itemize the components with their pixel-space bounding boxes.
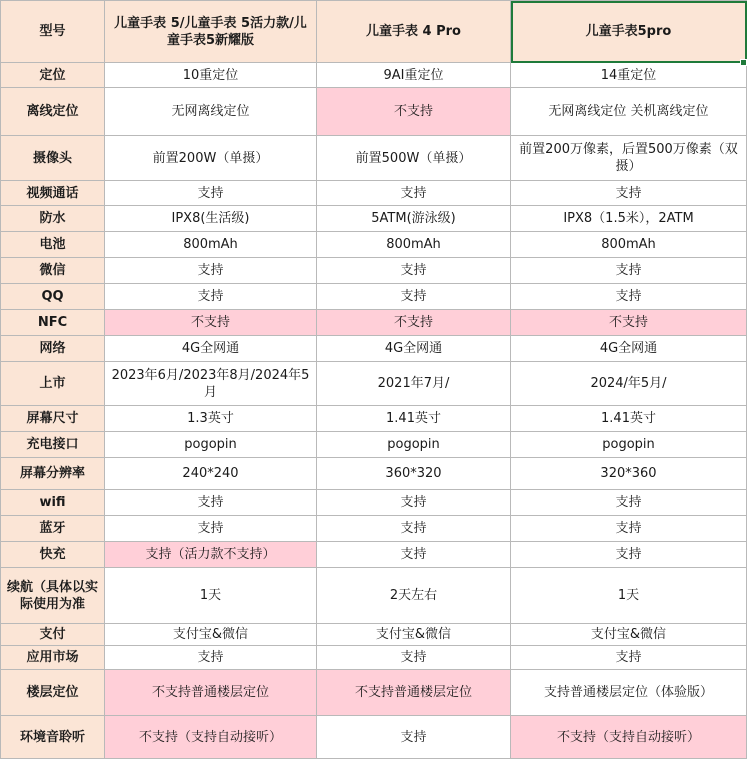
table-cell[interactable]: 支付宝&微信: [511, 624, 747, 646]
table-cell[interactable]: 800mAh: [317, 232, 511, 258]
table-cell[interactable]: 前置200W（单摄）: [105, 136, 317, 181]
row-label[interactable]: 离线定位: [1, 88, 105, 136]
table-cell[interactable]: 1天: [511, 568, 747, 624]
table-cell[interactable]: 支持: [317, 716, 511, 759]
row-label[interactable]: 视频通话: [1, 181, 105, 206]
table-cell[interactable]: 不支持: [317, 310, 511, 336]
table-row: [1, 516, 747, 542]
table-row: [1, 258, 747, 284]
table-row: [1, 63, 747, 88]
row-label[interactable]: 环境音聆听: [1, 716, 105, 759]
table-cell[interactable]: 支付宝&微信: [317, 624, 511, 646]
table-cell[interactable]: 支持: [511, 258, 747, 284]
table-cell[interactable]: 支付宝&微信: [105, 624, 317, 646]
table-cell[interactable]: 支持: [105, 490, 317, 516]
table-row: [1, 362, 747, 406]
table-cell[interactable]: 不支持（支持自动接听）: [105, 716, 317, 759]
table-cell[interactable]: 支持: [105, 646, 317, 670]
row-label[interactable]: 充电接口: [1, 432, 105, 458]
row-label[interactable]: 蓝牙: [1, 516, 105, 542]
table-cell[interactable]: 支持（活力款不支持）: [105, 542, 317, 568]
table-cell[interactable]: 支持普通楼层定位（体验版）: [511, 670, 747, 716]
row-label[interactable]: 屏幕分辨率: [1, 458, 105, 490]
table-cell[interactable]: 前置500W（单摄）: [317, 136, 511, 181]
table-cell[interactable]: 支持: [317, 181, 511, 206]
table-cell[interactable]: 1.3英寸: [105, 406, 317, 432]
table-cell[interactable]: 不支持: [317, 88, 511, 136]
table-cell[interactable]: 支持: [511, 516, 747, 542]
table-row: [1, 716, 747, 759]
selection-fill-handle[interactable]: [740, 59, 747, 66]
table-cell[interactable]: 支持: [317, 646, 511, 670]
table-cell[interactable]: 4G全网通: [511, 336, 747, 362]
header-cell[interactable]: 型号: [1, 1, 105, 63]
table-cell[interactable]: 2023年6月/2023年8月/2024年5月: [105, 362, 317, 406]
row-label[interactable]: 防水: [1, 206, 105, 232]
table-cell[interactable]: pogopin: [511, 432, 747, 458]
table-cell[interactable]: 无网离线定位: [105, 88, 317, 136]
table-cell[interactable]: 支持: [511, 284, 747, 310]
table-cell[interactable]: 支持: [317, 284, 511, 310]
table-cell[interactable]: 不支持（支持自动接听）: [511, 716, 747, 759]
table-cell[interactable]: 2021年7月/: [317, 362, 511, 406]
table-row: [1, 206, 747, 232]
table-cell[interactable]: 无网离线定位 关机离线定位: [511, 88, 747, 136]
table-cell[interactable]: 800mAh: [105, 232, 317, 258]
table-cell[interactable]: 不支持普通楼层定位: [317, 670, 511, 716]
table-cell[interactable]: 10重定位: [105, 63, 317, 88]
table-row: [1, 88, 747, 136]
table-cell[interactable]: IPX8（1.5米），2ATM: [511, 206, 747, 232]
table-cell[interactable]: 9AI重定位: [317, 63, 511, 88]
table-cell[interactable]: 支持: [511, 542, 747, 568]
table-cell[interactable]: 240*240: [105, 458, 317, 490]
table-row: [1, 568, 747, 624]
table-cell[interactable]: pogopin: [105, 432, 317, 458]
table-row: [1, 181, 747, 206]
table-row: [1, 232, 747, 258]
row-label[interactable]: NFC: [1, 310, 105, 336]
table-cell[interactable]: 360*320: [317, 458, 511, 490]
table-cell[interactable]: 支持: [105, 181, 317, 206]
row-label[interactable]: 定位: [1, 63, 105, 88]
row-label[interactable]: wifi: [1, 490, 105, 516]
table-cell[interactable]: 支持: [511, 646, 747, 670]
header-cell-selected[interactable]: 儿童手表5pro: [511, 1, 747, 63]
row-label[interactable]: 屏幕尺寸: [1, 406, 105, 432]
table-cell[interactable]: 支持: [511, 181, 747, 206]
table-cell[interactable]: 支持: [317, 542, 511, 568]
table-cell[interactable]: 800mAh: [511, 232, 747, 258]
table-cell[interactable]: 1.41英寸: [317, 406, 511, 432]
table-cell[interactable]: 320*360: [511, 458, 747, 490]
table-cell[interactable]: pogopin: [317, 432, 511, 458]
row-label[interactable]: 网络: [1, 336, 105, 362]
table-row: [1, 284, 747, 310]
row-label[interactable]: 楼层定位: [1, 670, 105, 716]
row-label[interactable]: 摄像头: [1, 136, 105, 181]
table-row: [1, 490, 747, 516]
table-cell[interactable]: IPX8(生活级): [105, 206, 317, 232]
header-row: [1, 1, 747, 63]
table-cell[interactable]: 不支持: [105, 310, 317, 336]
header-cell[interactable]: 儿童手表 5/儿童手表 5活力款/儿童手表5新耀版: [105, 1, 317, 63]
table-row: [1, 646, 747, 670]
row-label[interactable]: 电池: [1, 232, 105, 258]
table-row: [1, 432, 747, 458]
table-cell[interactable]: 1.41英寸: [511, 406, 747, 432]
row-label[interactable]: 上市: [1, 362, 105, 406]
table-cell[interactable]: 支持: [317, 516, 511, 542]
row-label[interactable]: 微信: [1, 258, 105, 284]
table-cell[interactable]: 5ATM(游泳级): [317, 206, 511, 232]
table-cell[interactable]: 不支持普通楼层定位: [105, 670, 317, 716]
table-cell[interactable]: 支持: [105, 258, 317, 284]
table-row: [1, 310, 747, 336]
row-label[interactable]: 快充: [1, 542, 105, 568]
table-cell[interactable]: 不支持: [511, 310, 747, 336]
table-cell[interactable]: 支持: [105, 284, 317, 310]
table-cell[interactable]: 14重定位: [511, 63, 747, 88]
table-cell[interactable]: 支持: [317, 258, 511, 284]
table-cell[interactable]: 2天左右: [317, 568, 511, 624]
table-cell[interactable]: 前置200万像素，后置500万像素（双摄）: [511, 136, 747, 181]
table-row: [1, 670, 747, 716]
table-cell[interactable]: 2024/年5月/: [511, 362, 747, 406]
row-label[interactable]: QQ: [1, 284, 105, 310]
table-cell[interactable]: 4G全网通: [105, 336, 317, 362]
table-cell[interactable]: 支持: [511, 490, 747, 516]
table-row: [1, 136, 747, 181]
row-label[interactable]: 续航（具体以实际使用为准: [1, 568, 105, 624]
row-label[interactable]: 支付: [1, 624, 105, 646]
table-row: [1, 624, 747, 646]
table-cell[interactable]: 支持: [317, 490, 511, 516]
header-cell[interactable]: 儿童手表 4 Pro: [317, 1, 511, 63]
row-label[interactable]: 应用市场: [1, 646, 105, 670]
table-row: [1, 336, 747, 362]
table-row: [1, 406, 747, 432]
table-row: [1, 542, 747, 568]
table-cell[interactable]: 4G全网通: [317, 336, 511, 362]
table-cell[interactable]: 1天: [105, 568, 317, 624]
table-cell[interactable]: 支持: [105, 516, 317, 542]
table-row: [1, 458, 747, 490]
